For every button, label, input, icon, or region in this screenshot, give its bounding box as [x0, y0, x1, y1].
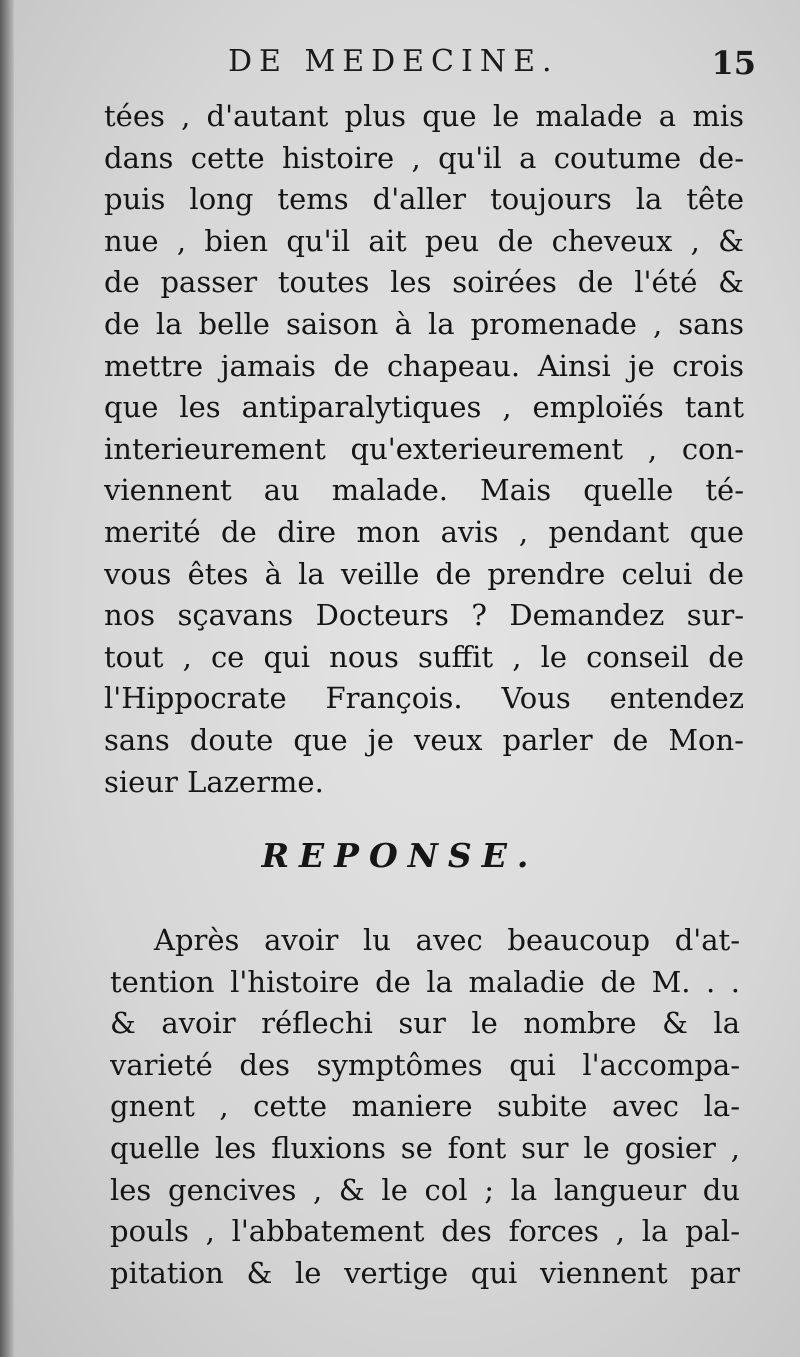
text-line: Après avoir lu avec beaucoup d'at-	[154, 923, 740, 957]
text-line: pitation & le vertige qui viennent par	[110, 1255, 740, 1290]
page-header	[0, 40, 800, 100]
text-line: varieté des symptômes qui l'accompa-	[110, 1047, 740, 1082]
body-text	[104, 96, 744, 803]
text-line: puis long tems d'aller toujours la tête	[104, 182, 744, 217]
text-line: l'Hippocrate François. Vous entendez	[104, 681, 744, 716]
text-line: les gencives , & le col ; la langueur du	[110, 1172, 740, 1207]
text-line: sieur Lazerme.	[104, 764, 324, 799]
text-line: viennent au malade. Mais quelle té-	[104, 473, 744, 508]
text-line: de la belle saison à la promenade , sans	[104, 306, 744, 341]
text-line: gnent , cette maniere subite avec la-	[110, 1089, 740, 1124]
text-line: sans doute que je veux parler de Mon-	[104, 722, 744, 757]
running-head: DE MEDECINE.	[228, 44, 559, 79]
text-line: pouls , l'abbatement des forces , la pal-	[110, 1214, 740, 1249]
reply-text	[110, 920, 740, 1294]
text-line: quelle les fluxions se font sur le gosier ,	[110, 1130, 740, 1165]
text-line: nue , bien qu'il ait peu de cheveux , &	[104, 223, 744, 258]
text-line: mettre jamais de chapeau. Ainsi je crois	[104, 348, 744, 383]
page-number: 15	[711, 44, 756, 82]
text-line: dans cette histoire , qu'il a coutume de-	[104, 140, 744, 175]
page-gutter-shadow	[0, 0, 14, 1357]
text-line: nos sçavans Docteurs ? Demandez sur-	[104, 598, 744, 633]
text-line: merité de dire mon avis , pendant que	[104, 514, 744, 549]
text-line: interieurement qu'exterieurement , con-	[104, 431, 744, 466]
text-line: tout , ce qui nous suffit , le conseil de	[104, 639, 744, 674]
text-line: vous êtes à la veille de prendre celui de	[104, 556, 744, 591]
section-heading: REPONSE.	[261, 836, 539, 875]
text-line: tées , d'autant plus que le malade a mis	[104, 99, 744, 133]
text-line: tention l'histoire de la maladie de M. . .	[110, 964, 740, 999]
text-line: de passer toutes les soirées de l'été &	[104, 265, 744, 300]
text-line: que les antiparalytiques , emploïés tant	[104, 390, 744, 425]
text-line: & avoir réflechi sur le nombre & la	[110, 1006, 740, 1041]
